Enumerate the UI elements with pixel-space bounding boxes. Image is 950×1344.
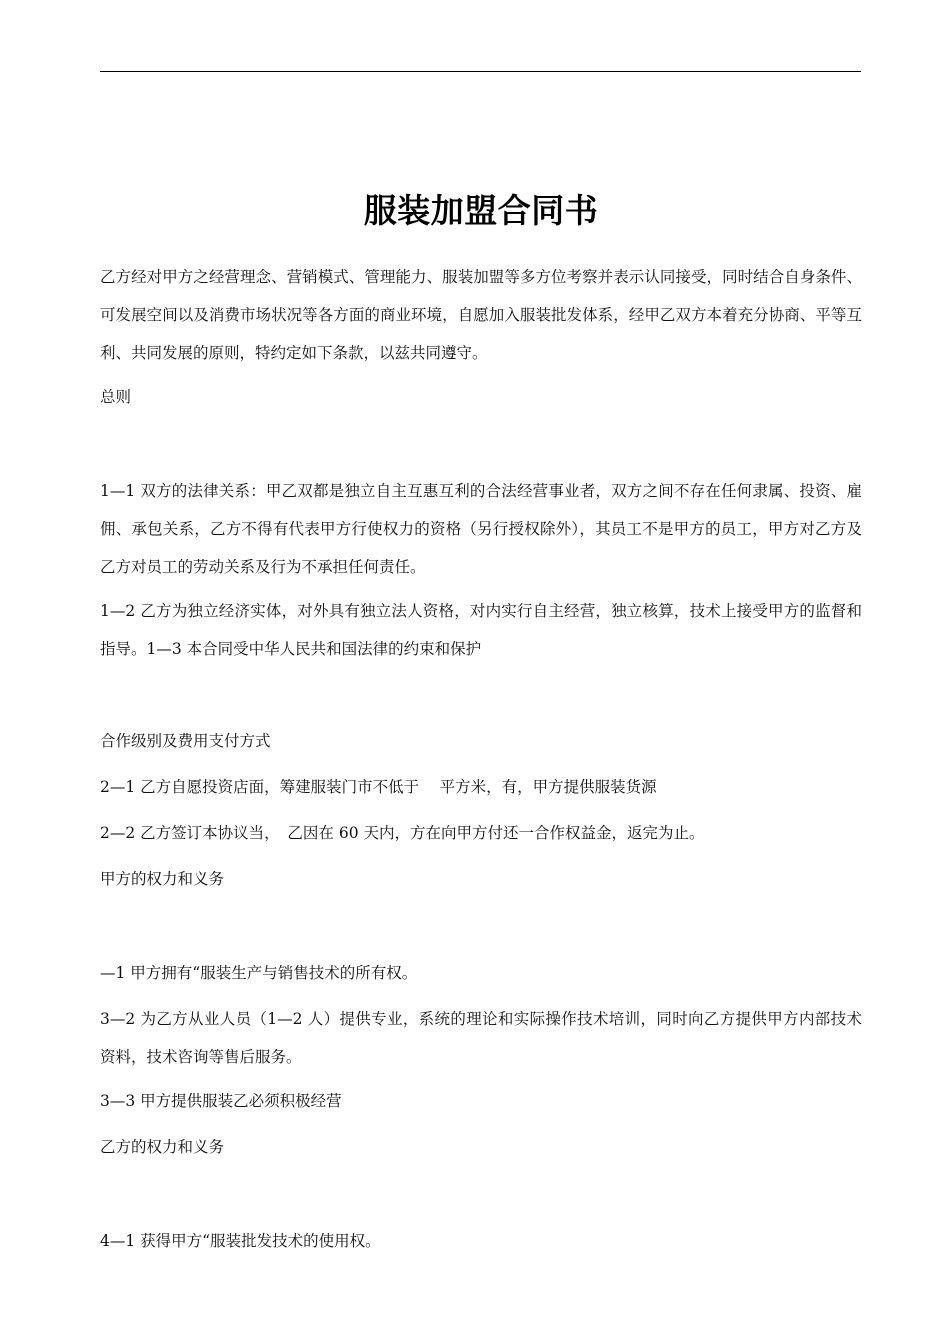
clause-2-1: 2—1 乙方自愿投资店面，筹建服装门市不低于 平方米，有，甲方提供服装货源 xyxy=(100,778,657,796)
section-heading-general: 总则 xyxy=(100,388,132,406)
section-heading-party-b: 乙方的权力和义务 xyxy=(100,1138,225,1156)
section-heading-party-a: 甲方的权力和义务 xyxy=(100,870,225,888)
document-title: 服装加盟合同书 xyxy=(363,191,599,230)
clause-1-1: 1—1 双方的法律关系：甲乙双都是独立自主互惠互利的合法经营事业者，双方之间不存在任何隶属、投资、雇佣、承包关系，乙方不得有代表甲方行使权力的资格（另行授权除外），其员工不是甲方的员工，甲方对乙方及乙方对员工的劳动关系及行为不承担任何责任。 xyxy=(100,482,862,576)
clause-4-1: 4—1 获得甲方“服装批发技术的使用权。 xyxy=(100,1232,381,1250)
header-rule xyxy=(100,71,861,72)
clause-3-1: —1 甲方拥有“服装生产与销售技术的所有权。 xyxy=(100,964,418,982)
clause-2-2: 2—2 乙方签订本协议当， 乙因在 60 天内，方在向甲方付还一合作权益金，返完为止。 xyxy=(100,824,705,842)
clause-1-2: 1—2 乙方为独立经济实体，对外具有独立法人资格，对内实行自主经营，独立核算，技术上接受甲方的监督和指导。1—3 本合同受中华人民共和国法律的约束和保护 xyxy=(100,602,862,658)
intro-paragraph: 乙方经对甲方之经营理念、营销模式、管理能力、服装加盟等多方位考察并表示认同接受，同时结合自身条件、可发展空间以及消费市场状况等各方面的商业环境，自愿加入服装批发体系，经甲乙双方本着充分协商、平等互利、共同发展的原则，特约定如下条款，以兹共同遵守。 xyxy=(100,268,862,362)
section-heading-cooperation: 合作级别及费用支付方式 xyxy=(100,732,271,750)
clause-3-2: 3—2 为乙方从业人员（1—2 人）提供专业，系统的理论和实际操作技术培训，同时向乙方提供甲方内部技术资料，技术咨询等售后服务。 xyxy=(100,1010,862,1066)
clause-3-3: 3—3 甲方提供服装乙必须积极经营 xyxy=(100,1092,342,1110)
